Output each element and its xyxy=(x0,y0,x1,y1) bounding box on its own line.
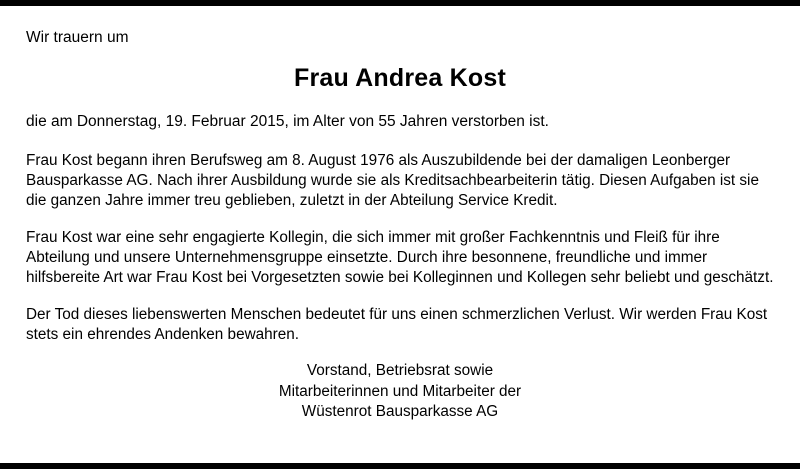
biography-paragraph-2: Frau Kost war eine sehr engagierte Kollegin, die sich immer mit großer Fachkenntnis und Fleiß für ihre Abteilung und unsere Unternehmensgruppe einsetzte. Durch ihre besonnene, freundliche und immer hilfsbereite Art war Frau Kost bei Vorgesetzten sowie bei Kolleginnen und Kollegen sehr beliebt und geschätzt. xyxy=(26,228,774,287)
death-date-line: die am Donnerstag, 19. Februar 2015, im Alter von 55 Jahren verstorben ist. xyxy=(26,112,549,130)
signature-block xyxy=(26,359,774,422)
biography-paragraph-1: Frau Kost begann ihren Berufsweg am 8. August 1976 als Auszubildende bei der damaligen Leonberger Bausparkasse AG. Nach ihrer Ausbildung wurde sie als Kreditsachbearbeiterin tätig. Diesen Aufgaben ist sie die ganzen Jahre immer treu geblieben, zuletzt in der Abteilung Service Kredit. xyxy=(26,151,759,210)
deceased-name: Frau Andrea Kost xyxy=(293,63,507,92)
signature-line-3: Wüstenrot Bausparkasse AG xyxy=(301,403,499,421)
intro-line: Wir trauern um xyxy=(26,29,129,46)
biography-paragraph-3: Der Tod dieses liebenswerten Menschen bedeutet für uns einen schmerzlichen Verlust. Wir werden Frau Kost stets ein ehrendes Andenken bewahren. xyxy=(26,305,768,344)
signature-line-1: Vorstand, Betriebsrat sowie xyxy=(306,362,494,380)
signature-line-2: Mitarbeiterinnen und Mitarbeiter der xyxy=(278,382,522,400)
